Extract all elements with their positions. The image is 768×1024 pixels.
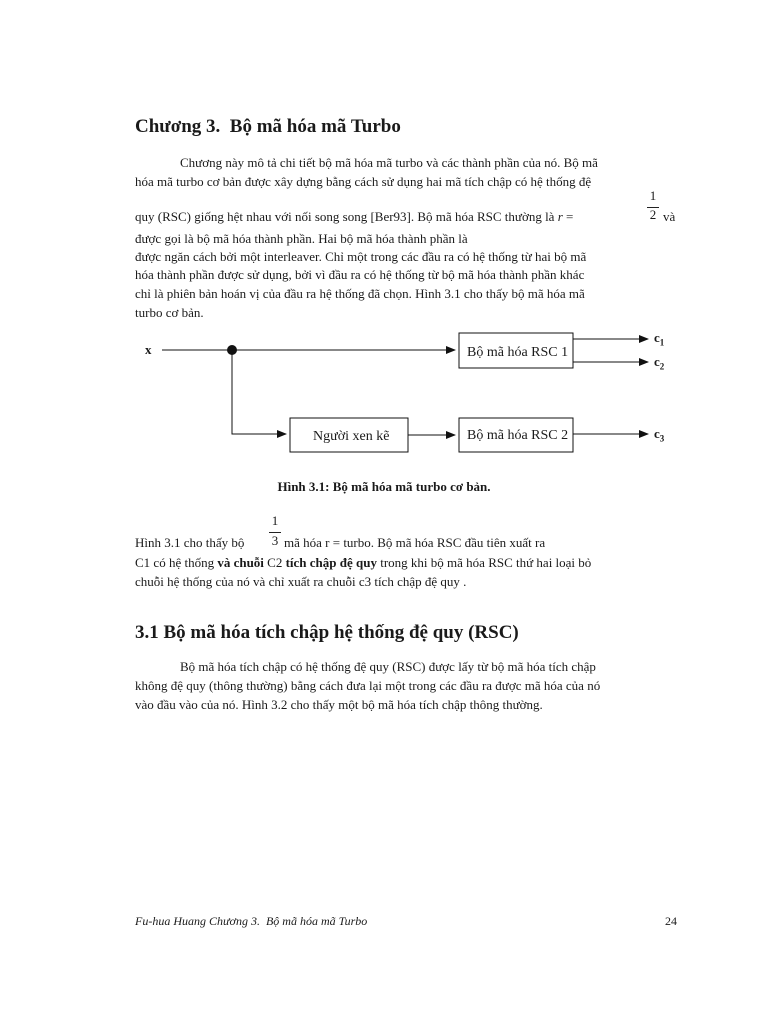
figure-caption: Hình 3.1: Bộ mã hóa mã turbo cơ bản. — [277, 479, 491, 494]
para2-line-2 — [135, 553, 591, 572]
third-fraction — [268, 513, 282, 553]
encoder1-label: Bộ mã hóa RSC 1 — [467, 345, 569, 360]
section-title: 3.1 Bộ mã hóa tích chập hệ thống đệ quy (RSC) — [135, 622, 519, 643]
para2-line-2-a: C1 có hệ thống — [135, 555, 218, 570]
encoder2-label: Bộ mã hóa RSC 2 — [467, 428, 569, 443]
intro-line-3-text: quy (RSC) giống hệt nhau với nối song song [Ber93]. Bộ mã hóa RSC thường là — [135, 209, 555, 224]
intro-line-7: chỉ là phiên bản hoán vị của đầu ra hệ thống đã chọn. Hình 3.1 cho thấy bộ mã hóa mã — [135, 286, 585, 301]
intro-line-4: được gọi là bộ mã hóa thành phần. Hai bộ mã hóa thành phần là — [135, 231, 468, 246]
para3-line-3: vào đầu vào của nó. Hình 3.2 cho thấy một bộ mã hóa tích chập thông thường. — [135, 697, 543, 712]
para3-line-1: Bộ mã hóa tích chập có hệ thống đệ quy (RSC) được lấy từ bộ mã hóa tích chập — [180, 659, 596, 674]
output-c2-letter: c — [654, 354, 660, 369]
output-c3-subscript: 3 — [659, 433, 665, 444]
output-c1-subscript: 1 — [659, 337, 665, 348]
third-denominator: 3 — [271, 533, 279, 548]
interleaver-label: Người xen kẽ — [313, 429, 390, 444]
para2-line-1-start: Hình 3.1 cho thấy bộ — [135, 535, 245, 550]
para2-line-2-e: trong khi bộ mã hóa RSC thứ hai loại bỏ — [376, 555, 592, 570]
output-c1-letter: c — [654, 330, 660, 345]
intro-line-8: turbo cơ bản. — [135, 305, 204, 320]
para2-line-2-bold-a: và chuỗi — [217, 555, 264, 570]
output-c2-label — [654, 354, 664, 372]
page-number: 24 — [665, 914, 677, 928]
chapter-title: Chương 3. Bộ mã hóa mã Turbo — [135, 116, 401, 137]
rate-numerator: 1 — [649, 188, 657, 203]
footer-running-title: Fu-hua Huang Chương 3. Bộ mã hóa mã Turbo — [135, 914, 368, 928]
branch-to-interleaver-arrow — [232, 350, 286, 434]
rate-denominator: 2 — [649, 207, 657, 222]
output-c3-letter: c — [654, 426, 660, 441]
intro-line-2: hóa mã turbo cơ bản được xây dựng bằng cách sử dụng hai mã tích chập có hệ thống đệ — [135, 174, 592, 189]
input-x-label: x — [145, 342, 152, 357]
intro-line-3-end: và — [663, 209, 676, 224]
output-c1-label — [654, 330, 664, 348]
intro-line-6: hóa thành phần được sử dụng, bởi vì đầu ra có hệ thống từ bộ mã hóa thành phần khác — [135, 267, 585, 282]
output-c3-label — [654, 426, 664, 444]
intro-line-5: được ngăn cách bởi một interleaver. Chỉ một trong các đầu ra có hệ thống từ hai bộ mã — [135, 249, 587, 264]
intro-line-1: Chương này mô tả chi tiết bộ mã hóa mã turbo và các thành phần của nó. Bộ mã — [180, 155, 598, 170]
third-numerator: 1 — [271, 513, 279, 528]
rate-symbol: r — [557, 209, 563, 224]
para2-line-2-c: C2 — [263, 555, 286, 570]
equals-sign: = — [566, 209, 574, 224]
para2-line-1-end: mã hóa r = turbo. Bộ mã hóa RSC đầu tiên xuất ra — [284, 535, 546, 550]
para2-line-3: chuỗi hệ thống của nó và chỉ xuất ra chuỗi c3 tích chập đệ quy . — [135, 574, 467, 589]
para2-line-2-bold-b: tích chập đệ quy — [285, 555, 377, 570]
para3-line-2: không đệ quy (thông thường) bằng cách đưa lại một trong các đầu ra được mã hóa của nó — [135, 678, 601, 693]
output-c2-subscript: 2 — [659, 361, 665, 372]
